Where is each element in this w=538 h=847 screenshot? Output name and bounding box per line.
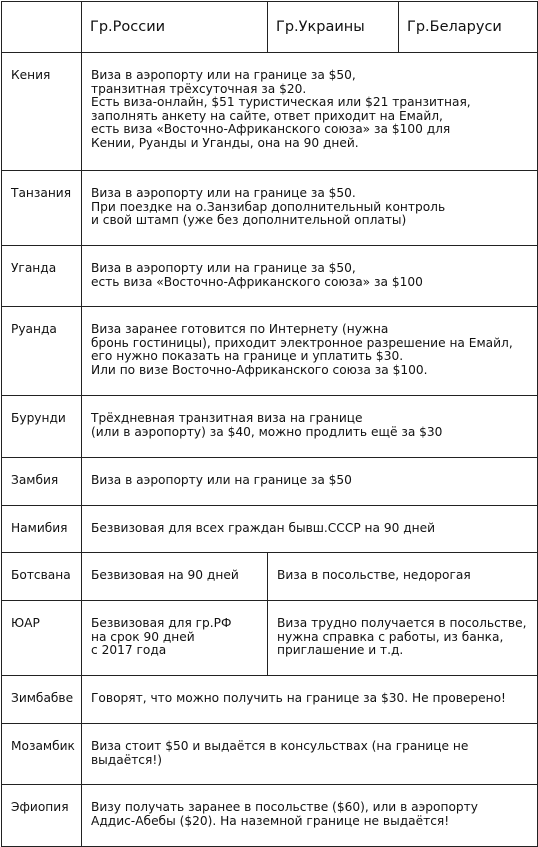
visa-info-cell: Говорят, что можно получить на границе за $30. Не проверено! — [82, 676, 538, 724]
table-row — [2, 171, 538, 246]
visa-info-cell: Виза в аэропорту или на границе за $50, транзитная трёхсуточная за $20. Есть виза-онлайн, $51 туристическая или $21 транзитная, заполнять анкету на сайте, ответ приходит на Емайл, есть виза «Восточно-Африканского союза» за $100 для Кении, Руанды и Уганды, она на 90 дней. — [82, 53, 538, 171]
table-row — [2, 506, 538, 553]
header-corner — [2, 2, 82, 53]
table-row — [2, 458, 538, 506]
visa-info-cell: Трёхдневная транзитная виза на границе (или в аэропорту) за $40, можно продлить ещё за $30 — [82, 396, 538, 458]
country-cell: Эфиопия — [2, 785, 82, 847]
country-cell: ЮАР — [2, 601, 82, 676]
country-cell: Уганда — [2, 246, 82, 307]
table-row — [2, 396, 538, 458]
table-row — [2, 307, 538, 396]
visa-info-russia-cell: Безвизовая на 90 дней — [82, 553, 268, 601]
header-ukraine: Гр.Украины — [268, 2, 399, 53]
visa-info-others-cell: Виза в посольстве, недорогая — [268, 553, 538, 601]
table-row — [2, 553, 538, 601]
table-row — [2, 53, 538, 171]
table-row — [2, 676, 538, 724]
table-row — [2, 246, 538, 307]
header-row — [2, 2, 538, 53]
header-russia: Гр.России — [82, 2, 268, 53]
country-cell: Руанда — [2, 307, 82, 396]
visa-info-cell: Безвизовая для всех граждан бывш.СССР на 90 дней — [82, 506, 538, 553]
country-cell: Кения — [2, 53, 82, 171]
country-cell: Бурунди — [2, 396, 82, 458]
visa-info-others-cell: Виза трудно получается в посольстве, нужна справка с работы, из банка, приглашение и т.д. — [268, 601, 538, 676]
table-row — [2, 785, 538, 847]
table-row — [2, 724, 538, 785]
visa-info-cell: Виза заранее готовится по Интернету (нужна бронь гостиницы), приходит электронное разрешение на Емайл, его нужно показать на границе и уплатить $30. Или по визе Восточно-Африканского союза за $100. — [82, 307, 538, 396]
visa-info-cell: Виза в аэропорту или на границе за $50. При поездке на о.Занзибар дополнительный контроль и свой штамп (уже без дополнительной оплаты) — [82, 171, 538, 246]
country-cell: Ботсвана — [2, 553, 82, 601]
country-cell: Танзания — [2, 171, 82, 246]
visa-info-cell: Визу получать заранее в посольстве ($60), или в аэропорту Аддис-Абебы ($20). На наземной границе не выдаётся! — [82, 785, 538, 847]
visa-table — [1, 1, 538, 847]
country-cell: Зимбабве — [2, 676, 82, 724]
header-belarus: Гр.Беларуси — [399, 2, 538, 53]
country-cell: Намибия — [2, 506, 82, 553]
country-cell: Мозамбик — [2, 724, 82, 785]
visa-info-russia-cell: Безвизовая для гр.РФ на срок 90 дней с 2017 года — [82, 601, 268, 676]
visa-info-cell: Виза стоит $50 и выдаётся в консульствах (на границе не выдаётся!) — [82, 724, 538, 785]
table-row — [2, 601, 538, 676]
visa-info-cell: Виза в аэропорту или на границе за $50, есть виза «Восточно-Африканского союза» за $100 — [82, 246, 538, 307]
country-cell: Замбия — [2, 458, 82, 506]
visa-info-cell: Виза в аэропорту или на границе за $50 — [82, 458, 538, 506]
